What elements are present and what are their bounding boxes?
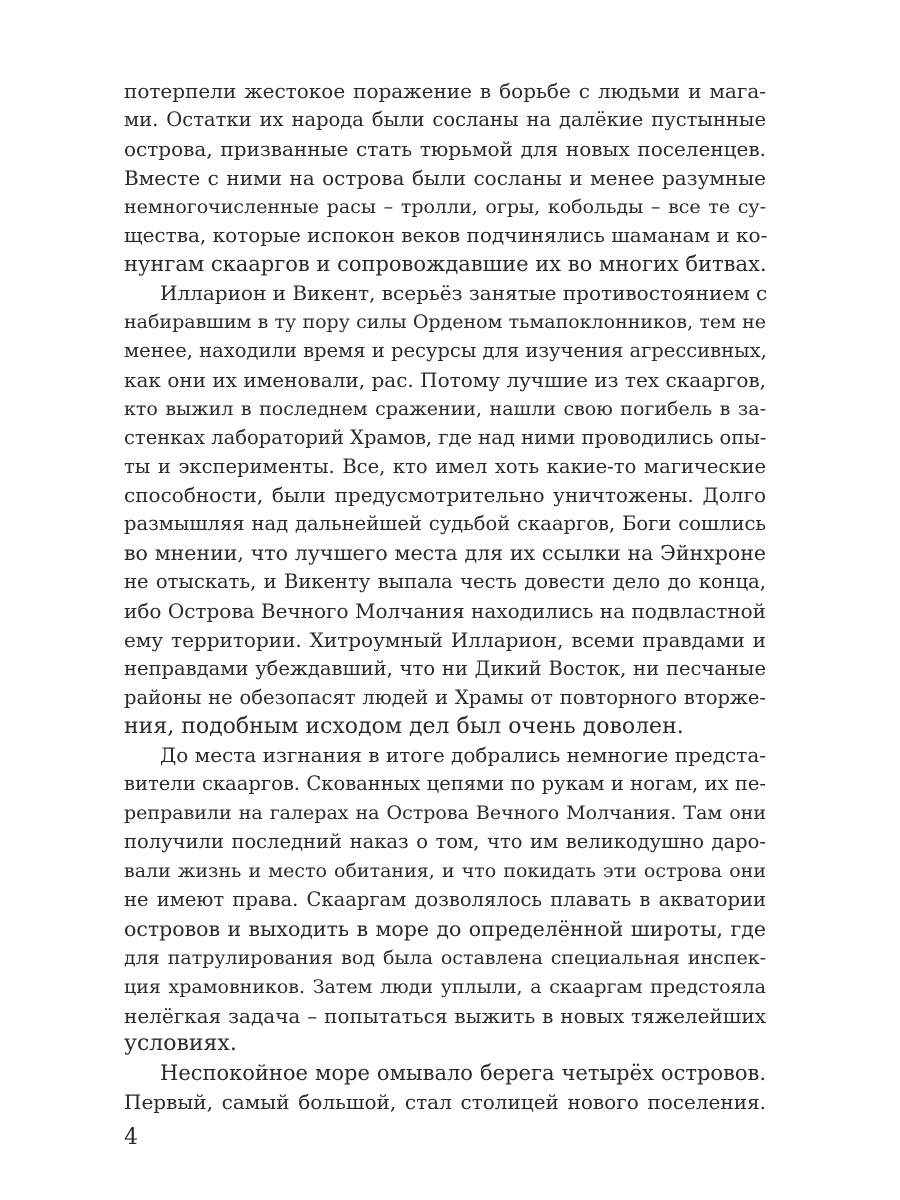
text-line: островов и выходить в море до определённой широты, где xyxy=(124,916,766,941)
text-line: как они их именовали, рас. Потому лучшие из тех скааргов, xyxy=(124,367,766,392)
text-line: ция храмовников. Затем люди уплыли, а скааргам предстояла xyxy=(124,975,766,998)
text-line: реправили на галерах на Острова Вечного Молчания. Там они xyxy=(124,802,766,825)
page-number: 4 xyxy=(124,1125,138,1150)
text-line: щества, которые испокон веков подчинялись шаманам и ко- xyxy=(124,223,768,248)
text-line: ему территории. Хитроумный Илларион, всеми правдами и xyxy=(124,627,766,652)
text-line: набиравшим в ту пору силы Орденом тьмапоклонников, тем не xyxy=(124,311,766,334)
text-line: кто выжил в последнем сражении, нашли свою погибель в за- xyxy=(124,397,766,420)
text-line: не отыскать, и Викенту выпала честь довести дело до конца, xyxy=(124,570,766,594)
text-line: ния, подобным исходом дел был очень доволен. xyxy=(124,713,684,739)
text-line: Неспокойное море омывало берега четырёх островов. xyxy=(160,1061,766,1086)
paragraph-4 xyxy=(124,1059,766,1117)
text-line: получили последний наказ о том, что им великодушно даро- xyxy=(124,830,766,854)
text-line: Илларион и Викент, всерьёз занятые противостоянием с xyxy=(160,281,768,306)
text-line: размышляя над дальнейшей судьбой скааргов, Боги сошлись xyxy=(124,512,766,536)
text-line: менее, находили время и ресурсы для изучения агрессивных, xyxy=(124,339,767,363)
paragraph-2 xyxy=(124,279,766,741)
text-line: Первый, самый большой, стал столицей нового поселения. xyxy=(124,1090,766,1115)
text-line: ты и эксперименты. Все, кто имел хоть какие-то магические xyxy=(124,454,766,478)
text-line: во мнении, что лучшего места для их ссылки на Эйнхроне xyxy=(124,541,766,566)
text-line: способности, были предусмотрительно уничтожены. Долго xyxy=(124,483,766,508)
text-line: острова, призванные стать тюрьмой для новых поселенцев. xyxy=(124,136,766,161)
text-line: не имеют права. Скааргам дозволялось плавать в акватории xyxy=(124,887,766,911)
text-line: неправдами убеждавший, что ни Дикий Восток, ни песчаные xyxy=(124,656,766,680)
text-line: ми. Остатки их народа были сосланы на далёкие пустынные xyxy=(124,107,766,131)
book-page-text xyxy=(124,77,766,1117)
text-line: условиях. xyxy=(124,1031,237,1057)
text-line: немногочисленные расы – тролли, огры, кобольды – все те су- xyxy=(124,195,766,218)
text-line: нунгам скааргов и сопровождавшие их во многих битвах. xyxy=(124,252,767,277)
text-line: потерпели жестокое поражение в борьбе с людьми и мага- xyxy=(124,79,766,103)
text-line: ибо Острова Вечного Молчания находились на подвластной xyxy=(124,599,766,624)
text-line: вали жизнь и место обитания, и что покидать эти острова они xyxy=(124,860,766,883)
text-line: стенках лабораторий Храмов, где над ними проводились опы- xyxy=(124,425,767,449)
text-line: для патрулирования вод была оставлена специальная инспек- xyxy=(124,946,766,969)
paragraph-1 xyxy=(124,77,766,279)
paragraph-3 xyxy=(124,741,766,1059)
text-line: До места изгнания в итоге добрались немногие предста- xyxy=(160,743,766,768)
text-line: Вместе с ними на острова были сосланы и менее разумные xyxy=(124,165,766,190)
text-line: вители скааргов. Скованных цепями по рукам и ногам, их пе- xyxy=(124,772,766,796)
text-line: районы не обезопасят людей и Храмы от повторного вторже- xyxy=(124,685,766,709)
text-line: нелёгкая задача – попытаться выжить в новых тяжелейших xyxy=(124,1003,766,1028)
